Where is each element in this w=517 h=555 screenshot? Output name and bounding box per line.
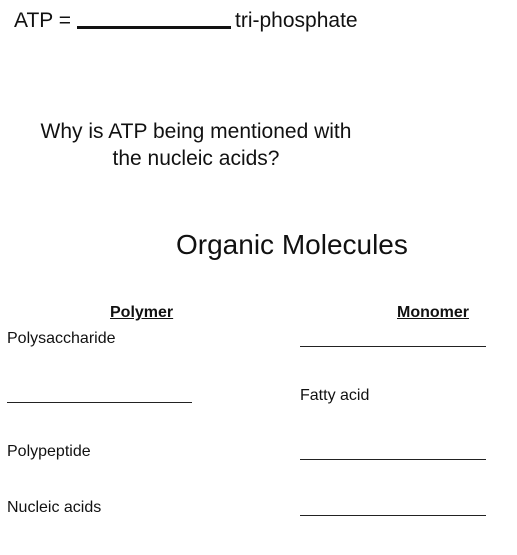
question-line-2: the nucleic acids? (112, 147, 280, 170)
row-4-polymer: Nucleic acids (7, 499, 102, 516)
atp-suffix: tri-phosphate (235, 9, 358, 32)
atp-blank (77, 6, 231, 29)
row-4-monomer-blank (300, 515, 486, 516)
atp-definition-line (14, 6, 358, 35)
question-line-1: Why is ATP being mentioned with (40, 120, 352, 143)
row-2-monomer: Fatty acid (300, 387, 370, 404)
polymer-column-header: Polymer (110, 304, 174, 321)
row-2-polymer-blank (7, 402, 192, 403)
page-heading: Organic Molecules (176, 229, 408, 260)
row-3-monomer-blank (300, 459, 486, 460)
monomer-column-header: Monomer (397, 304, 469, 321)
row-3-polymer: Polypeptide (7, 443, 91, 460)
question-text (0, 118, 392, 172)
atp-prefix: ATP = (14, 9, 72, 32)
row-1-polymer: Polysaccharide (7, 330, 116, 347)
row-1-monomer-blank (300, 346, 486, 347)
